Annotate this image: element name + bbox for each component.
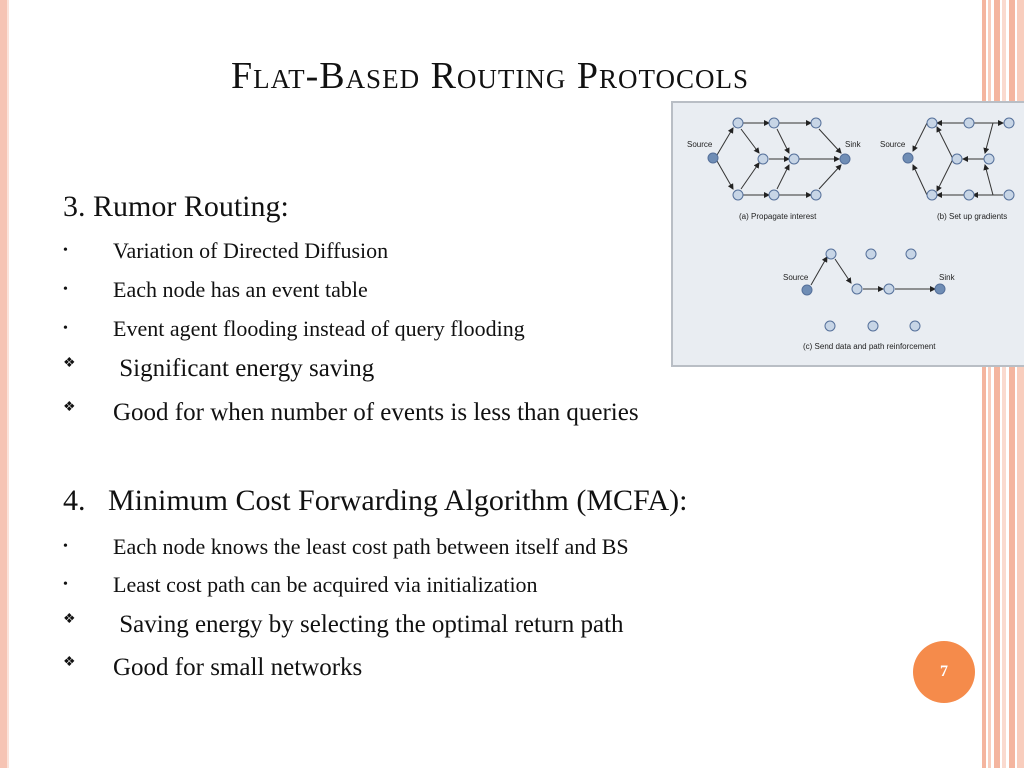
bullet-dot: • [63,321,68,336]
diamond-bullet-icon: ❖ [63,612,76,627]
panel-c-edges [811,257,935,289]
page-number-badge: 7 [913,641,975,703]
source-label-a: Source [687,140,713,149]
directed-diffusion-figure [671,101,1024,367]
left-border [0,0,7,768]
diamond-bullet-icon: ❖ [63,356,76,371]
bullet-dot: • [63,282,68,297]
panel-a-edges [717,123,841,195]
caption-c: (c) Send data and path reinforcement [803,342,936,351]
diffusion-diagram [673,103,1024,365]
panel-b-nodes [903,118,1014,200]
bullet-dot: • [63,243,68,258]
source-label-b: Source [880,140,906,149]
bullet-dot: • [63,577,68,592]
source-label-c: Source [783,273,809,282]
sink-label-a: Sink [845,140,861,149]
diamond-bullet-icon: ❖ [63,400,76,415]
caption-b: (b) Set up gradients [937,212,1008,221]
sink-label-c: Sink [939,273,955,282]
section2-heading-number: 4. [63,484,86,517]
section2-heading: Minimum Cost Forwarding Algorithm (MCFA): [108,484,688,517]
slide-title: Flat-Based Routing Protocols [230,55,750,97]
bullet-dot: • [63,539,68,554]
diamond-bullet-icon: ❖ [63,655,76,670]
section1-heading: 3. Rumor Routing: [63,190,289,223]
left-border-inner [7,0,9,768]
caption-a: (a) Propagate interest [739,212,817,221]
panel-c-nodes [802,249,945,331]
